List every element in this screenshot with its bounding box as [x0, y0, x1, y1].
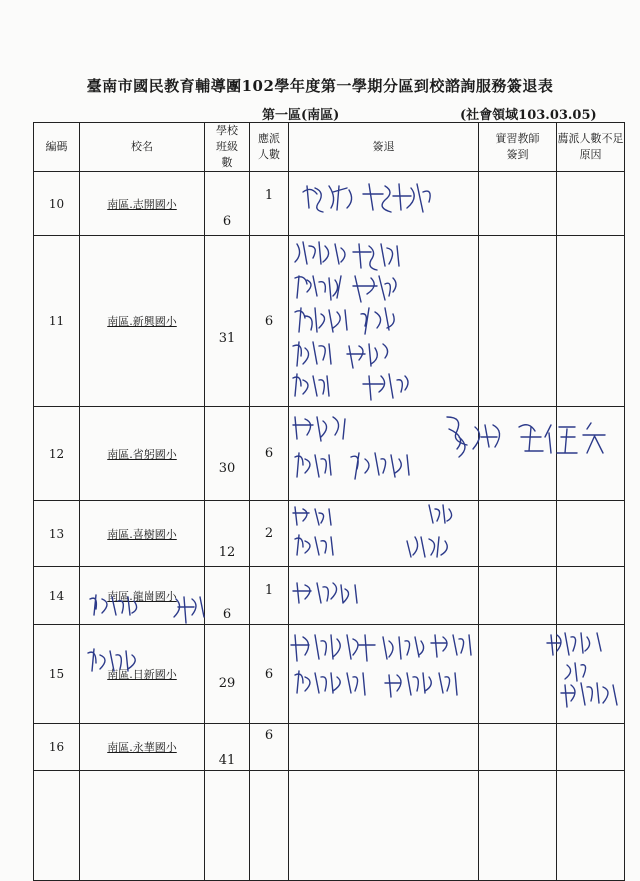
- trainee-signin-cell: [479, 172, 557, 236]
- school-name-text: 南區.省躬國小: [107, 447, 177, 461]
- shortfall-reason-cell: [557, 625, 625, 724]
- domain-date-label: (社會領域103.03.05): [460, 108, 597, 123]
- signout-cell: [289, 771, 479, 881]
- signout-cell: [289, 501, 479, 567]
- class-count: 31: [205, 236, 250, 407]
- assigned-count: 6: [250, 407, 289, 501]
- handwritten-signature: [289, 625, 479, 723]
- class-count: 29: [205, 625, 250, 724]
- signature-area: [289, 625, 478, 723]
- assigned-count: 6: [250, 236, 289, 407]
- assigned-count: [250, 771, 289, 881]
- assigned-count: 2: [250, 501, 289, 567]
- school-name-text: 南區.永華國小: [107, 741, 177, 754]
- signature-area: [289, 172, 478, 235]
- signature-area: [289, 501, 478, 566]
- table-row: [34, 724, 625, 771]
- table-row: [34, 172, 625, 236]
- school-name: [80, 771, 205, 881]
- header-row: [34, 123, 625, 172]
- school-name-text: 南區.新興國小: [107, 315, 177, 328]
- header-assigned-text: 應派人數: [258, 132, 280, 161]
- row-number: 14: [34, 567, 80, 625]
- shortfall-reason-cell: [557, 172, 625, 236]
- row-number: 16: [34, 724, 80, 771]
- header-shortfall-text: 薦派人數不足原因: [557, 132, 624, 161]
- header-trainee-text: 實習教師簽到: [495, 132, 540, 161]
- header-classes: [205, 123, 250, 172]
- handwritten-signature: [289, 407, 479, 500]
- assigned-count: 1: [250, 567, 289, 625]
- school-name: [80, 625, 205, 724]
- trainee-signin-cell: [479, 567, 557, 625]
- class-count: 30: [205, 407, 250, 501]
- signature-area: [289, 407, 478, 500]
- row-number: [34, 771, 80, 881]
- signature-area: [289, 236, 478, 406]
- school-name-text: 南區.志開國小: [107, 197, 177, 211]
- header-school: 校名: [80, 123, 205, 172]
- handwritten-signature: [289, 567, 479, 624]
- trainee-signin-cell: [479, 625, 557, 724]
- signout-cell: [289, 236, 479, 407]
- trainee-signin-cell: [479, 501, 557, 567]
- header-assigned: [250, 123, 289, 172]
- header-trainee: [479, 123, 557, 172]
- table-row: [34, 407, 625, 501]
- shortfall-reason-cell: [557, 771, 625, 881]
- school-name-text: 南區.日新國小: [107, 668, 177, 681]
- table-row: [34, 501, 625, 567]
- shortfall-reason-cell: [557, 724, 625, 771]
- shortfall-reason-cell: [557, 501, 625, 567]
- header-shortfall: [557, 123, 625, 172]
- trainee-signin-cell: [479, 771, 557, 881]
- assigned-count: 6: [250, 625, 289, 724]
- row-number: 10: [34, 172, 80, 236]
- school-name-text: 南區.龍崗國小: [107, 589, 177, 603]
- shortfall-reason-cell: [557, 236, 625, 407]
- header-signout: 簽退: [289, 123, 479, 172]
- header-number: 編碼: [34, 123, 80, 172]
- table-row: [34, 625, 625, 724]
- signout-cell: [289, 567, 479, 625]
- row-number: 13: [34, 501, 80, 567]
- trainee-signin-cell: [479, 407, 557, 501]
- trainee-signin-cell: [479, 724, 557, 771]
- school-name: [80, 724, 205, 771]
- handwritten-signature: [289, 236, 479, 406]
- class-count: 6: [205, 567, 250, 625]
- signature-area: [479, 407, 556, 500]
- handwritten-signature: [289, 172, 479, 235]
- school-name: [80, 501, 205, 567]
- class-count: 41: [205, 724, 250, 771]
- table-row: [34, 771, 625, 881]
- signout-cell: [289, 625, 479, 724]
- table-row: [34, 236, 625, 407]
- shortfall-reason-cell: [557, 567, 625, 625]
- class-count: 12: [205, 501, 250, 567]
- school-name: [80, 172, 205, 236]
- row-number: 15: [34, 625, 80, 724]
- header-classes-text: 學校班級數: [216, 124, 238, 169]
- signature-area: [289, 567, 478, 624]
- row-number: 11: [34, 236, 80, 407]
- school-name-text: 南區.喜樹國小: [107, 527, 177, 541]
- handwritten-signature: [289, 501, 479, 566]
- district-subtitle: 第一區(南區): [262, 108, 340, 123]
- signout-cell: [289, 172, 479, 236]
- signout-table: [33, 122, 625, 881]
- document-title: 臺南市國民教育輔導團102學年度第一學期分區到校諮詢服務簽退表: [86, 77, 554, 95]
- school-name: [80, 407, 205, 501]
- handwritten-signature: [547, 625, 637, 723]
- assigned-count: 1: [250, 172, 289, 236]
- signout-cell: [289, 407, 479, 501]
- handwritten-signature: [80, 591, 250, 689]
- assigned-count: 6: [250, 724, 289, 771]
- row-number: 12: [34, 407, 80, 501]
- class-count: [205, 771, 250, 881]
- class-count: 6: [205, 172, 250, 236]
- handwritten-signature: [479, 407, 619, 500]
- school-name: [80, 236, 205, 407]
- signout-cell: [289, 724, 479, 771]
- trainee-signin-cell: [479, 236, 557, 407]
